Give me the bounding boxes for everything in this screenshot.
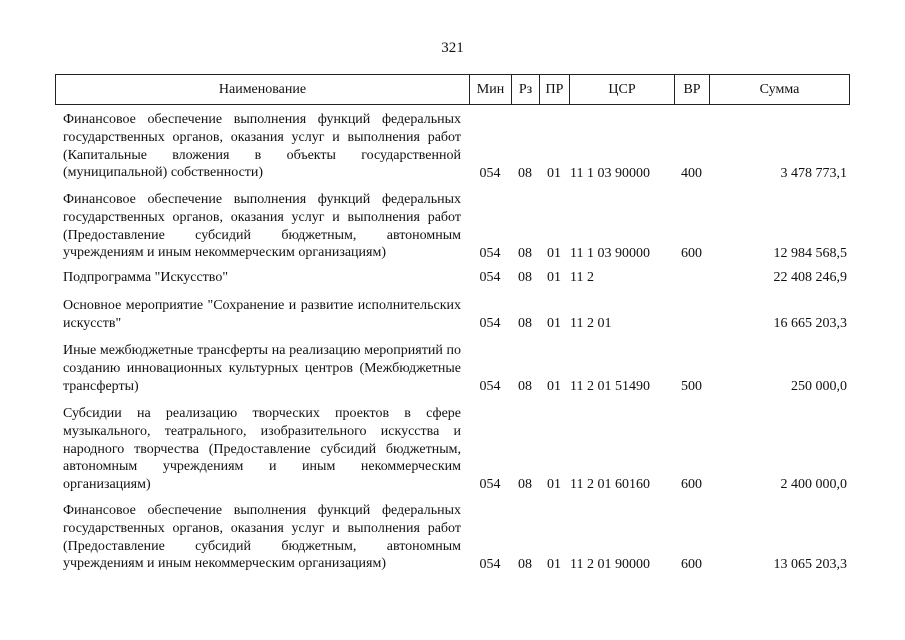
row-name: Иные межбюджетные трансферты на реализацию мероприятий по созданию инновационных культурных центров (Межбюджетные трансферты): [63, 343, 461, 394]
table-row: [55, 191, 850, 263]
row-name: Подпрограмма "Искусство": [63, 270, 229, 285]
row-csr: 11 1 03 90000: [570, 246, 650, 262]
row-pr: 01: [547, 316, 561, 332]
row-vr: 600: [681, 557, 702, 573]
table-row: [55, 111, 850, 183]
row-vr: 600: [681, 246, 702, 262]
row-min: 054: [479, 246, 501, 262]
row-vr: 500: [681, 379, 702, 395]
row-pr: 01: [547, 270, 561, 286]
row-csr: 11 2 01: [570, 316, 612, 332]
row-min: 054: [479, 477, 501, 493]
row-rz: 08: [518, 166, 532, 182]
row-rz: 08: [518, 379, 532, 395]
header-rz: Рз: [511, 75, 539, 104]
row-rz: 08: [518, 316, 532, 332]
row-csr: 11 2: [570, 270, 594, 286]
row-sum: 12 984 568,5: [773, 246, 847, 262]
row-vr: 400: [681, 166, 702, 182]
row-rz: 08: [518, 246, 532, 262]
table-row: [55, 405, 850, 494]
row-csr: 11 2 01 60160: [570, 477, 650, 493]
header-sum: Сумма: [709, 75, 849, 104]
row-min: 054: [479, 166, 501, 182]
header-csr: ЦСР: [569, 75, 674, 104]
row-csr: 11 1 03 90000: [570, 166, 650, 182]
row-name: Финансовое обеспечение выполнения функций федеральных государственных органов, оказания услуг и выполнения работ (Предоставление субсидий бюджетным, автономным учреждениям и иным некоммерческим организациям): [63, 192, 461, 261]
row-rz: 08: [518, 557, 532, 573]
row-sum: 22 408 246,9: [773, 270, 847, 286]
header-min: Мин: [469, 75, 511, 104]
row-name: Финансовое обеспечение выполнения функций федеральных государственных органов, оказания услуг и выполнения работ (Капитальные вложения в объекты государственной (муниципальной) собственности): [63, 112, 461, 181]
row-vr: 600: [681, 477, 702, 493]
row-sum: 3 478 773,1: [780, 166, 847, 182]
header-vr: ВР: [674, 75, 709, 104]
row-rz: 08: [518, 270, 532, 286]
row-min: 054: [479, 316, 501, 332]
row-name: Основное мероприятие "Сохранение и развитие исполнительских искусств": [63, 298, 461, 331]
row-csr: 11 2 01 51490: [570, 379, 650, 395]
table-row: [55, 502, 850, 574]
page-number: 321: [441, 40, 464, 56]
table-row: [55, 297, 850, 333]
row-min: 054: [479, 557, 501, 573]
row-sum: 2 400 000,0: [780, 477, 847, 493]
row-name: Финансовое обеспечение выполнения функций федеральных государственных органов, оказания услуг и выполнения работ (Предоставление субсидий бюджетным, автономным учреждениям и иным некоммерческим организациям): [63, 503, 461, 572]
row-sum: 250 000,0: [791, 379, 847, 395]
header-name: Наименование: [218, 82, 307, 97]
row-csr: 11 2 01 90000: [570, 557, 650, 573]
table-row: [55, 269, 850, 287]
row-rz: 08: [518, 477, 532, 493]
row-sum: 13 065 203,3: [773, 557, 847, 573]
row-sum: 16 665 203,3: [773, 316, 847, 332]
row-pr: 01: [547, 379, 561, 395]
row-pr: 01: [547, 477, 561, 493]
row-min: 054: [479, 270, 501, 286]
row-name: Субсидии на реализацию творческих проектов в сфере музыкального, театрального, изобразительного искусства и народного творчества (Предоставление субсидий бюджетным, автономным учреждениям и иным некоммерческим организациям): [63, 406, 461, 493]
row-pr: 01: [547, 246, 561, 262]
table-row: [55, 342, 850, 396]
row-pr: 01: [547, 557, 561, 573]
table-header: [55, 74, 850, 105]
row-min: 054: [479, 379, 501, 395]
header-pr: ПР: [539, 75, 569, 104]
row-pr: 01: [547, 166, 561, 182]
